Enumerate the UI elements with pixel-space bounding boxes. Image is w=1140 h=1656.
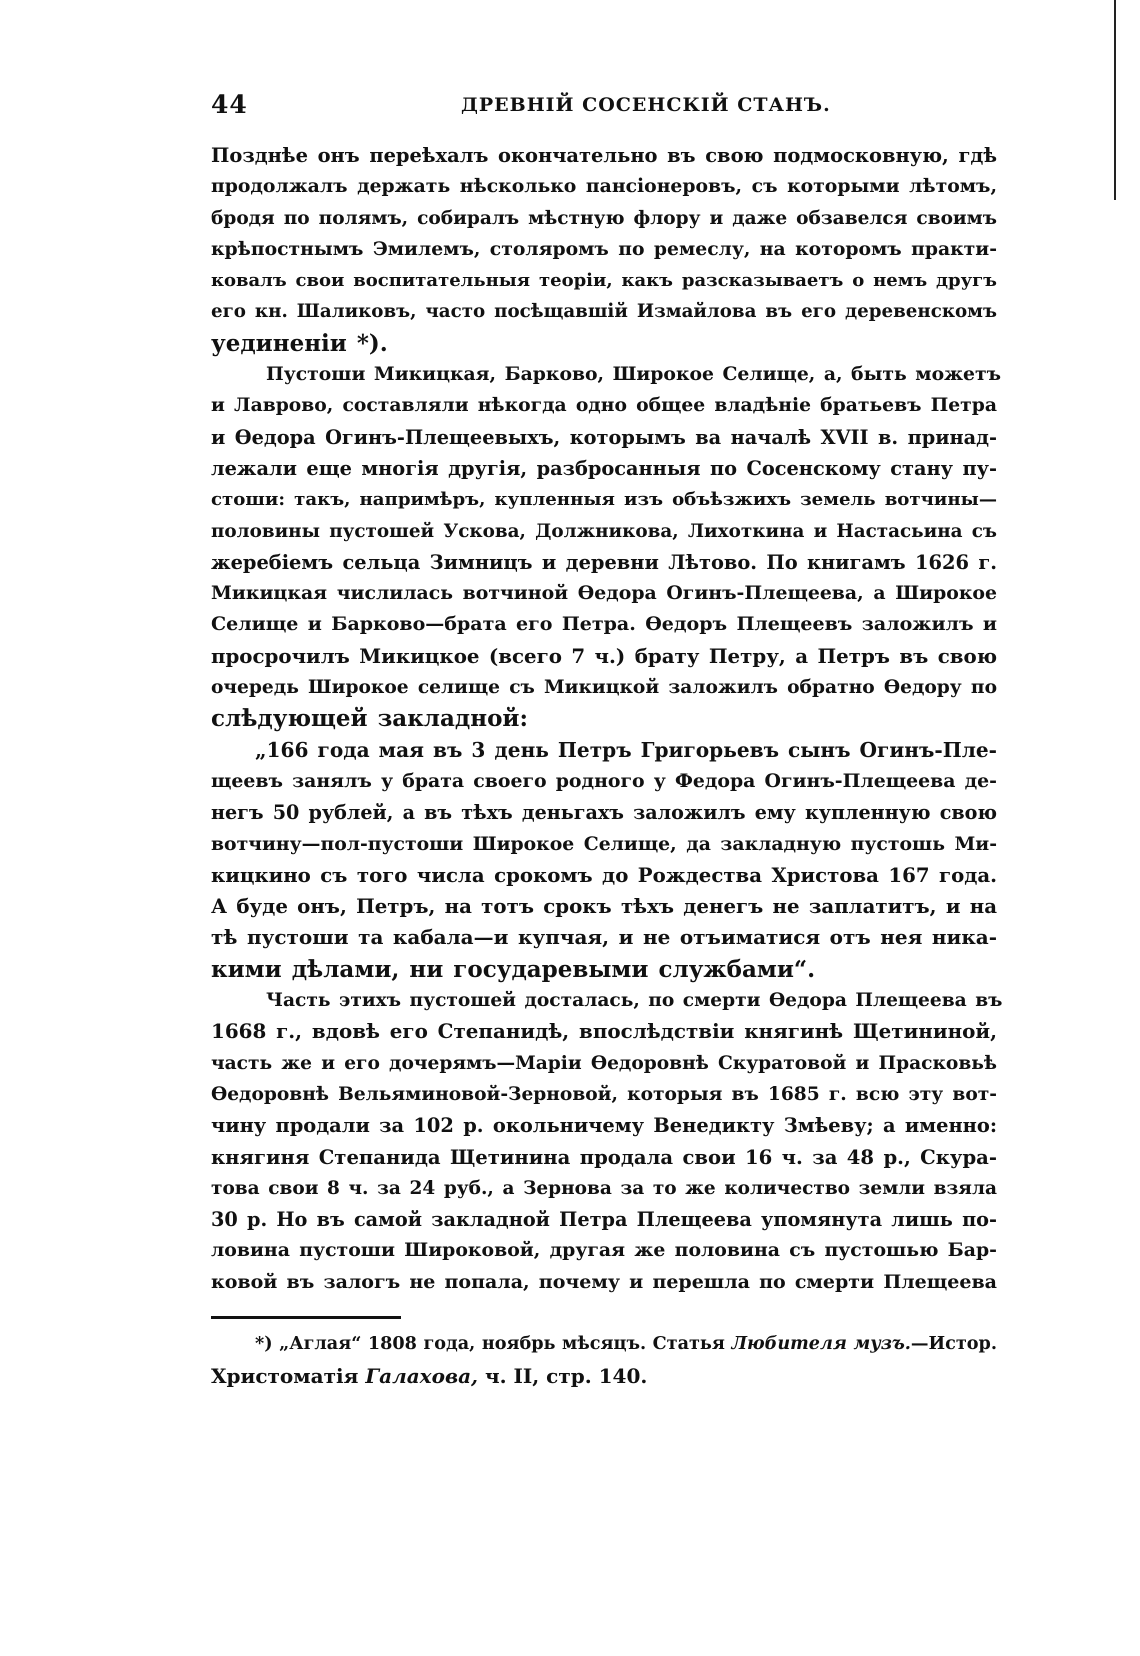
body-text — [211, 140, 1003, 1298]
text-line: вотчину—пол-пустоши Широкое Селище, да закладную пустошь Ми- — [211, 832, 997, 855]
text-line: лежали еще многія другія, разбросанныя по Сосенскому стану пу- — [211, 456, 997, 480]
footnote-text: ч. II, стр. 140. — [478, 1364, 648, 1388]
text-line: „166 года мая въ 3 день Петръ Григорьевъ сынъ Огинъ-Пле- — [255, 737, 997, 762]
text-line: тѣ пустоши та кабала—и купчая, и не отъиматися отъ нея ника- — [211, 925, 997, 950]
text-line: и Өедора Огинъ-Плещеевыхъ, которымъ ва началѣ XVII в. принад- — [211, 425, 997, 449]
text-line: Селище и Барково—брата его Петра. Өедоръ Плещеевъ заложилъ и — [211, 613, 997, 636]
footnote-text: *) „Аглая“ 1808 года, ноябрь мѣсяцъ. Статья — [255, 1333, 732, 1354]
text-line: часть же и его дочерямъ—Маріи Өедоровнѣ Скуратовой и Прасковьѣ — [211, 1052, 997, 1074]
footnote-text: Христоматія — [211, 1364, 366, 1388]
text-line: княгиня Степанида Щетинина продала свои 16 ч. за 48 р., Скура- — [211, 1145, 997, 1169]
text-line: Микицкая числилась вотчиной Өедора Огинъ-Плещеева, а Широкое — [211, 582, 997, 605]
text-line: ловина пустоши Широковой, другая же половина съ пустошью Бар- — [211, 1239, 997, 1262]
text-line: негъ 50 рублей, а въ тѣхъ деньгахъ заложилъ ему купленную свою — [211, 801, 997, 825]
page-edge-line — [1114, 0, 1116, 200]
text-line: кицкино съ того числа срокомъ до Рождества Христова 167 года. — [211, 862, 997, 887]
page-header — [211, 90, 997, 126]
footnote-line — [211, 1360, 997, 1392]
text-line: ковалъ свои воспитательныя теоріи, какъ разсказываетъ о немъ другъ — [211, 270, 997, 292]
footnote-divider — [211, 1316, 401, 1319]
text-line: просрочилъ Микицкое (всего 7 ч.) брату Петру, а Петръ въ свою — [211, 643, 997, 668]
running-title: ДРЕВНІЙ СОСЕНСКІЙ СТАНЪ. — [461, 94, 831, 116]
text-line: ковой въ залогъ не попала, почему и перешла по смерти Плещеева — [211, 1270, 997, 1293]
footnote-italic-text: Любителя музъ. — [731, 1333, 911, 1354]
text-line: крѣпостнымъ Эмилемъ, столяромъ по ремеслу, на которомъ практи- — [211, 237, 997, 260]
text-line: Позднѣе онъ переѣхалъ окончательно въ свою подмосковную, гдѣ — [211, 144, 997, 167]
text-line: слѣдующей закладной: — [211, 705, 528, 733]
text-line: 1668 г., вдовѣ его Степанидѣ, впослѣдствіи княгинѣ Щетининой, — [211, 1019, 997, 1044]
text-line: 30 р. Но въ самой закладной Петра Плещеева упомянута лишь по- — [211, 1208, 997, 1232]
footnote-text: —Истор. — [910, 1333, 997, 1354]
text-line: чину продали за 102 р. окольничему Венедикту Змѣеву; а именно: — [211, 1114, 997, 1138]
text-line: уединеніи *). — [211, 329, 388, 357]
text-line: его кн. Шаликовъ, часто посѣщавшій Измайлова въ его деревенскомъ — [211, 301, 997, 323]
text-line: продолжалъ держать нѣсколько пансіонеровъ, съ которыми лѣтомъ, — [211, 175, 997, 198]
footnote-italic-text: Галахова, — [365, 1364, 478, 1388]
text-line: стоши: такъ, напримѣръ, купленныя изъ объѣзжихъ земель вотчины— — [211, 489, 997, 511]
text-line: Часть этихъ пустошей досталась, по смерти Өедора Плещеева въ — [266, 990, 1003, 1012]
page-number: 44 — [211, 90, 248, 119]
text-line: Өедоровнѣ Вельяминовой-Зерновой, которыя въ 1685 г. всю эту вот- — [211, 1083, 997, 1105]
footnote — [211, 1328, 997, 1392]
footnote-line — [211, 1328, 997, 1360]
text-line: и Лаврово, составляли нѣкогда одно общее владѣніе братьевъ Петра — [211, 394, 997, 417]
text-line: А буде онъ, Петръ, на тотъ срокъ тѣхъ денегъ не заплатитъ, и на — [211, 894, 997, 919]
text-line: Пустоши Микицкая, Барково, Широкое Селище, а, быть можетъ — [266, 363, 1002, 386]
text-line: това свои 8 ч. за 24 руб., а Зернова за то же количество земли взяла — [211, 1177, 997, 1199]
text-line: очередь Широкое селище съ Микицкой заложилъ обратно Өедору по — [211, 676, 997, 699]
text-line: кими дѣлами, ни государевыми службами“. — [211, 955, 816, 983]
text-line: щеевъ занялъ у брата своего родного у Федора Огинъ-Плещеева де- — [211, 769, 997, 792]
text-line: бродя по полямъ, собиралъ мѣстную флору и даже обзавелся своимъ — [211, 207, 997, 229]
text-line: половины пустошей Ускова, Должникова, Лихоткина и Настасьина съ — [211, 520, 997, 542]
text-line: жеребіемъ сельца Зимницъ и деревни Лѣтово. По книгамъ 1626 г. — [211, 550, 997, 574]
